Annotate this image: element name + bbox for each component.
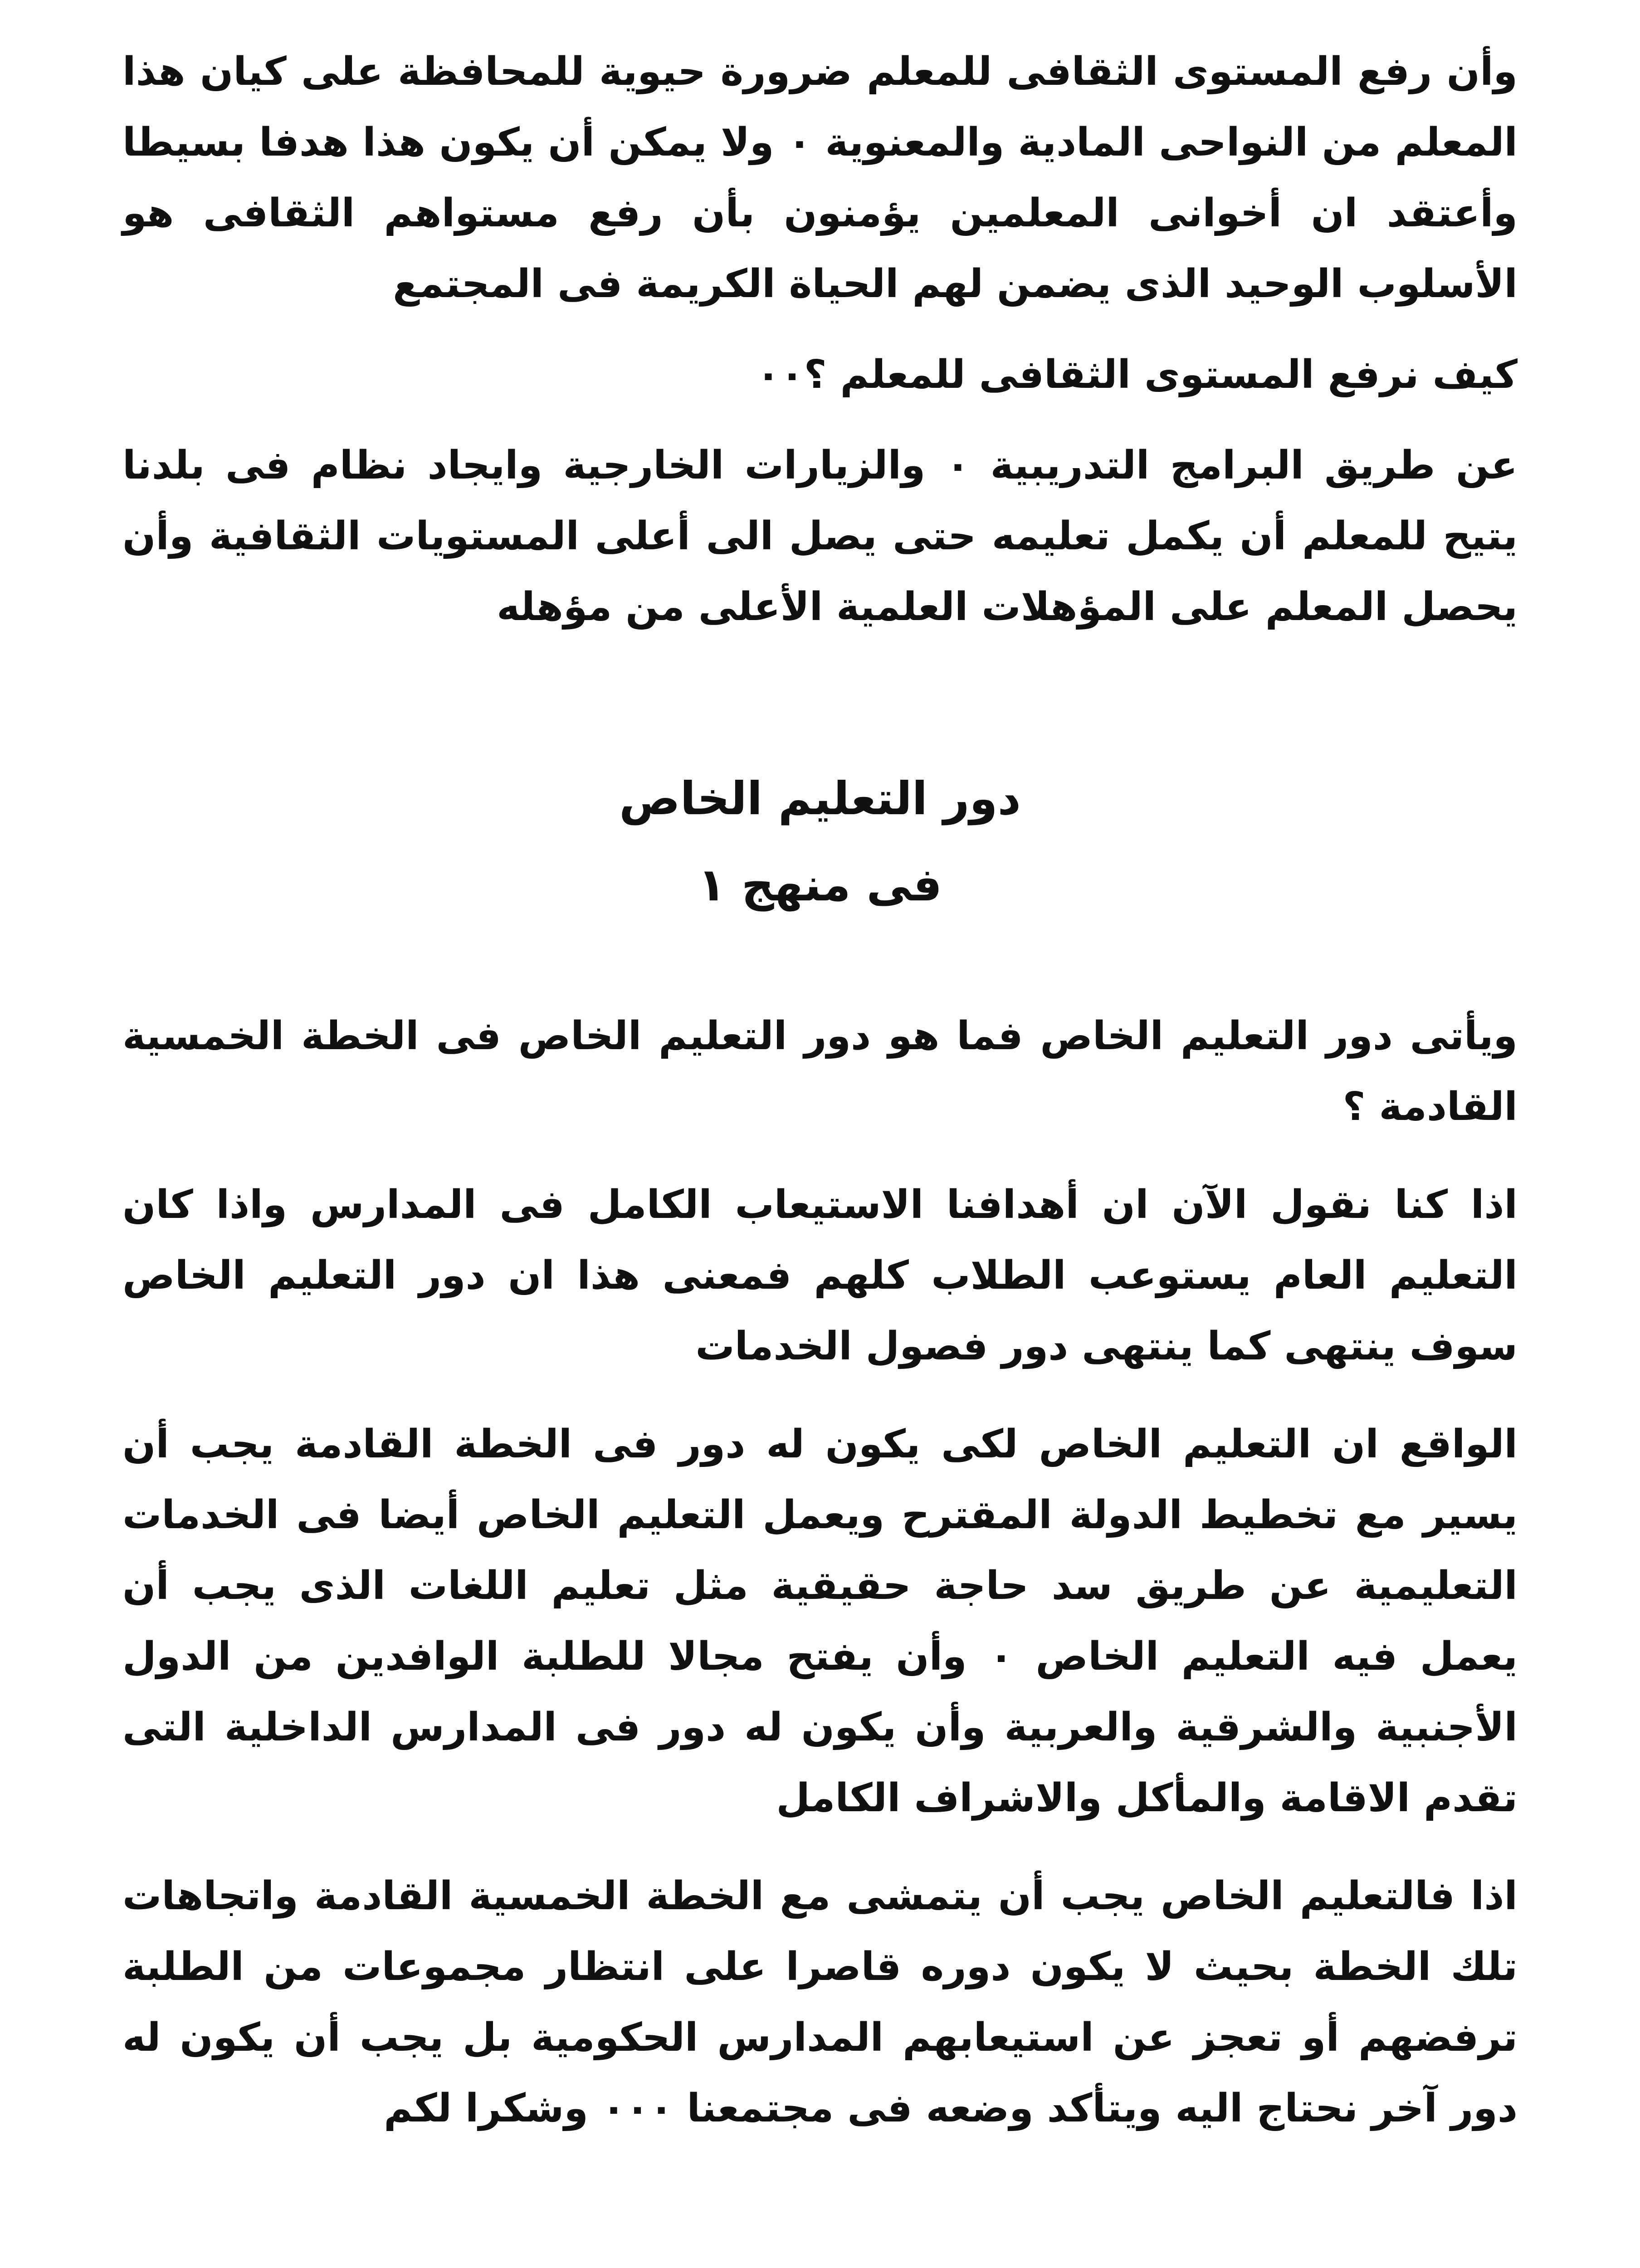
question-raising-culture: كيف نرفع المستوى الثقافى للمعلم ؟٠٠ xyxy=(756,352,1518,397)
paragraph-teacher-culture: وأن رفع المستوى الثقافى للمعلم ضرورة حيوية للمحافظة على كيان هذا المعلم من النواحى المادية والمعنوية ٠ ولا يمكن أن يكون هذا هدفا بسيطا وأعتقد ان أخوانى المعلمين يؤمنون بأن رفع مستواهم الثقافى هو الأسلوب الوحيد الذى يضمن لهم الحياة الكريمة فى المجتمع xyxy=(122,49,1518,307)
paragraph-conclusion: اذا فالتعليم الخاص يجب أن يتمشى مع الخطة الخمسية القادمة واتجاهات تلك الخطة بحيث لا يكون دوره قاصرا على انتظار مجموعات من الطلبة ترفضهم أو تعجز عن استيعابهم المدارس الحكومية بل يجب أن يكون له دور آخر نحتاج اليه ويتأكد وضعه فى مجتمعنا ٠٠٠ وشكرا لكم xyxy=(122,1873,1518,2131)
page-body xyxy=(122,36,1518,2144)
paragraph-private-education-role: ويأتى دور التعليم الخاص فما هو دور التعليم الخاص فى الخطة الخمسية القادمة ؟ xyxy=(122,1013,1518,1129)
section-title-line2: فى منهج ١ xyxy=(698,858,942,911)
paragraph-training-programs: عن طريق البرامج التدريبية ٠ والزيارات الخارجية وايجاد نظام فى بلدنا يتيح للمعلم أن يكمل تعليمه حتى يصل الى أعلى المستويات الثقافية وأن يحصل المعلم على المؤهلات العلمية الأعلى من مؤهله xyxy=(122,443,1518,630)
paragraph-full-absorption: اذا كنا نقول الآن ان أهدافنا الاستيعاب الكامل فى المدارس واذا كان التعليم العام يستوعب الطلاب كلهم فمعنى هذا ان دور التعليم الخاص سوف ينتهى كما ينتهى دور فصول الخدمات xyxy=(122,1182,1518,1369)
section-title-line1: دور التعليم الخاص xyxy=(619,772,1021,825)
paragraph-reality: الواقع ان التعليم الخاص لكى يكون له دور فى الخطة القادمة يجب أن يسير مع تخطيط الدولة المقترح ويعمل التعليم الخاص أيضا فى الخدمات التعليمية عن طريق سد حاجة حقيقية مثل تعليم اللغات الذى يجب أن يعمل فيه التعليم الخاص ٠ وأن يفتح مجالا للطلبة الوافدين من الدول الأجنبية والشرقية والعربية وأن يكون له دور فى المدارس الداخلية التى تقدم الاقامة والمأكل والاشراف الكامل xyxy=(122,1422,1518,1821)
section-heading xyxy=(122,756,1518,928)
